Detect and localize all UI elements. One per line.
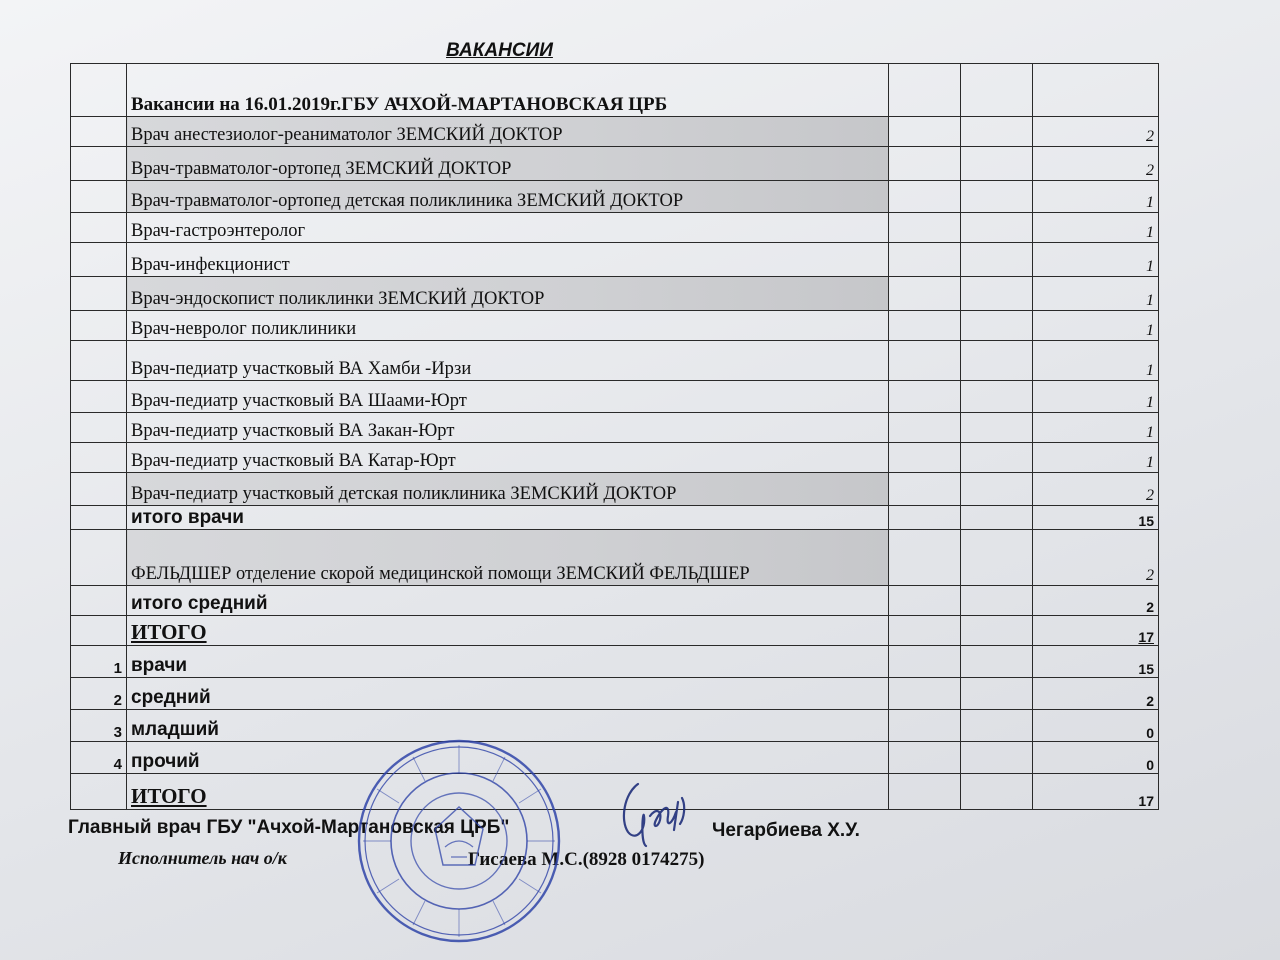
row-number: 3 xyxy=(71,710,127,742)
category-row xyxy=(71,678,1159,710)
category-row xyxy=(71,742,1159,774)
row-label: Врач-травматолог-ортопед детская поликлиника ЗЕМСКИЙ ДОКТОР xyxy=(127,181,889,213)
vacancy-row xyxy=(71,381,1159,413)
row-value: 2 xyxy=(1033,117,1159,147)
vacancy-row xyxy=(71,473,1159,506)
row-value: 1 xyxy=(1033,341,1159,381)
row-value: 1 xyxy=(1033,311,1159,341)
signature-icon xyxy=(610,772,700,852)
row-label: Врач-педиатр участковый ВА Хамби -Ирзи xyxy=(127,341,889,381)
row-label: Врач-гастроэнтеролог xyxy=(127,213,889,243)
row-value xyxy=(1033,616,1159,646)
row-value: 1 xyxy=(1033,181,1159,213)
header-row xyxy=(71,64,1159,117)
row-value: 1 xyxy=(1033,243,1159,277)
official-stamp-icon xyxy=(355,737,563,945)
row-label: Врач-педиатр участковый ВА Катар-Юрт xyxy=(127,443,889,473)
vacancy-row xyxy=(71,147,1159,181)
row-label: Врач-травматолог-ортопед ЗЕМСКИЙ ДОКТОР xyxy=(127,147,889,181)
chief-doctor-label: Главный врач ГБУ "Ачхой-Мартановская ЦРБ" xyxy=(68,817,510,838)
row-label: прочий xyxy=(127,742,889,774)
vacancy-row xyxy=(71,243,1159,277)
subtotal-mid-row xyxy=(71,586,1159,616)
row-label: ФЕЛЬДШЕР отделение скорой медицинской помощи ЗЕМСКИЙ ФЕЛЬДШЕР xyxy=(127,530,889,586)
row-value: 1 xyxy=(1033,443,1159,473)
row-value: 1 xyxy=(1033,213,1159,243)
vacancy-row xyxy=(71,413,1159,443)
vacancy-row xyxy=(71,277,1159,311)
category-row xyxy=(71,710,1159,742)
row-label: итого врачи xyxy=(127,506,889,530)
row-label: ИТОГО xyxy=(127,774,889,810)
row-label: средний xyxy=(127,678,889,710)
vacancy-row xyxy=(71,530,1159,586)
vacancy-row xyxy=(71,181,1159,213)
row-value: 1 xyxy=(1033,277,1159,311)
vacancy-row xyxy=(71,443,1159,473)
row-label: ИТОГО xyxy=(127,616,889,646)
row-label: Врач-педиатр участковый ВА Шаами-Юрт xyxy=(127,381,889,413)
vacancy-table xyxy=(70,63,1159,810)
row-label: Врач-эндоскопист поликлинки ЗЕМСКИЙ ДОКТОР xyxy=(127,277,889,311)
row-value: 15 xyxy=(1033,506,1159,530)
row-value: 17 xyxy=(1033,774,1159,810)
page-title: ВАКАНСИИ xyxy=(446,40,553,61)
row-label: Врач-невролог поликлиники xyxy=(127,311,889,341)
row-value: 1 xyxy=(1033,413,1159,443)
category-row xyxy=(71,646,1159,678)
row-label: врачи xyxy=(127,646,889,678)
executor-name: Гисаева М.С.(8928 0174275) xyxy=(468,849,705,870)
row-value-text: 17 xyxy=(1138,629,1154,645)
total-row xyxy=(71,616,1159,646)
row-value: 2 xyxy=(1033,147,1159,181)
row-label: Врач анестезиолог-реаниматолог ЗЕМСКИЙ ДОКТОР xyxy=(127,117,889,147)
vacancy-row xyxy=(71,311,1159,341)
vacancy-row xyxy=(71,341,1159,381)
row-label: итого средний xyxy=(127,586,889,616)
row-label: Врач-педиатр участковый детская поликлиника ЗЕМСКИЙ ДОКТОР xyxy=(127,473,889,506)
row-value: 2 xyxy=(1033,473,1159,506)
subtotal-doctors-row xyxy=(71,506,1159,530)
row-value: 2 xyxy=(1033,678,1159,710)
vacancy-row xyxy=(71,213,1159,243)
row-value: 0 xyxy=(1033,742,1159,774)
vacancy-row xyxy=(71,117,1159,147)
executor-label: Исполнитель нач о/к xyxy=(118,848,287,868)
row-value: 1 xyxy=(1033,381,1159,413)
row-value: 2 xyxy=(1033,530,1159,586)
row-number: 2 xyxy=(71,678,127,710)
row-value: 2 xyxy=(1033,586,1159,616)
row-number: 4 xyxy=(71,742,127,774)
chief-doctor-name: Чегарбиева Х.У. xyxy=(712,820,860,841)
table-header-title: Вакансии на 16.01.2019г.ГБУ АЧХОЙ-МАРТАНОВСКАЯ ЦРБ xyxy=(127,64,889,117)
row-number: 1 xyxy=(71,646,127,678)
row-label: Врач-инфекционист xyxy=(127,243,889,277)
row-value: 0 xyxy=(1033,710,1159,742)
row-value: 15 xyxy=(1033,646,1159,678)
row-label: Врач-педиатр участковый ВА Закан-Юрт xyxy=(127,413,889,443)
row-label: младший xyxy=(127,710,889,742)
